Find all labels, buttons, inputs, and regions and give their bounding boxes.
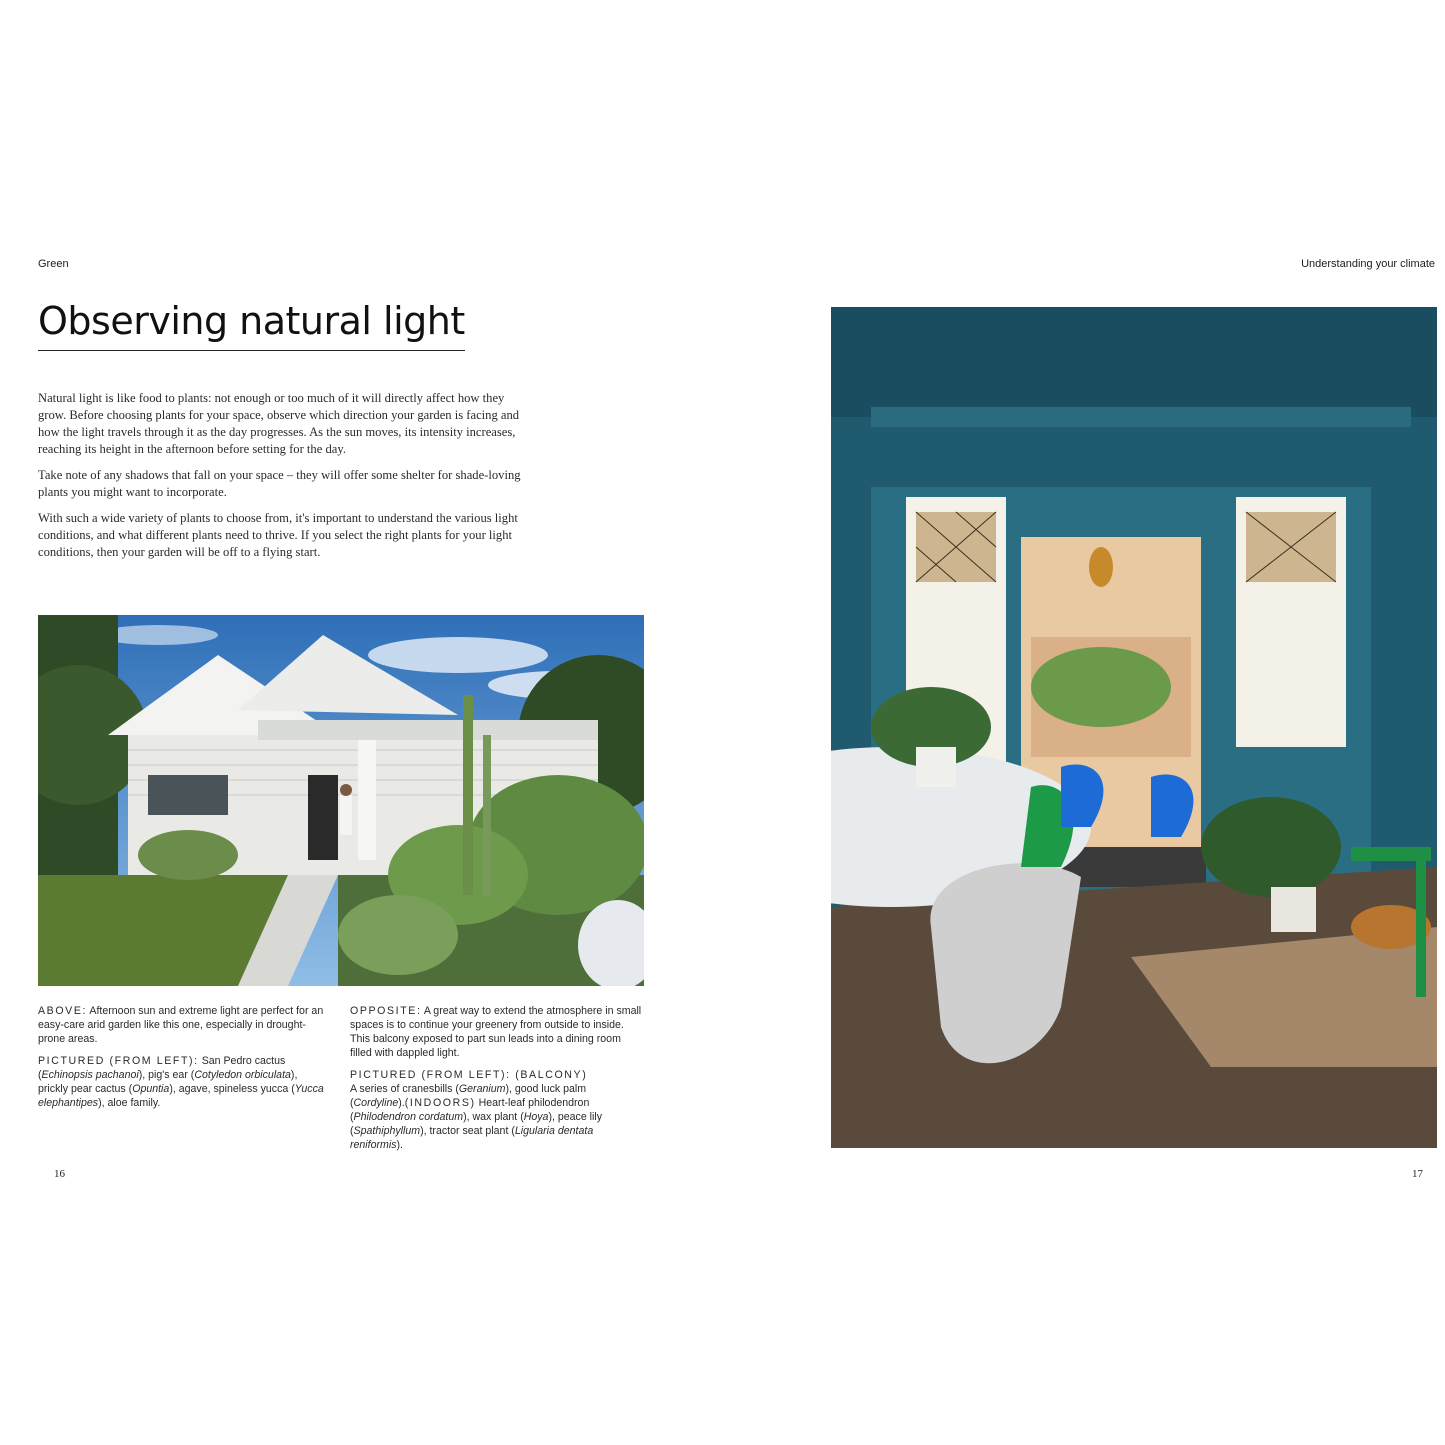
plant-name: Echinopsis pachanoi	[41, 1069, 139, 1081]
plant-name: Ligularia dentata reniformis	[350, 1125, 594, 1151]
plant-name: Opuntia	[132, 1083, 170, 1095]
caption-above	[38, 1004, 330, 1046]
caption-text: A great way to extend the atmosphere in small spaces is to continue your greenery from outside to inside. This balcony exposed to part sun leads into a dining room filled with dappled light.	[350, 1005, 642, 1059]
caption-label: ABOVE:	[38, 1005, 88, 1017]
caption-pictured	[350, 1068, 642, 1152]
running-head-left: Green	[38, 258, 69, 270]
caption-pictured	[38, 1054, 330, 1110]
house-garden-photo	[38, 615, 644, 986]
body-text	[38, 390, 523, 570]
caption-text: San Pedro cactus (	[38, 1055, 286, 1081]
caption-text: ).	[396, 1139, 403, 1151]
caption-text: ), tractor seat plant (	[420, 1125, 515, 1137]
caption-label: PICTURED (FROM LEFT): (BALCONY)	[350, 1069, 588, 1081]
page-number-left: 16	[54, 1168, 65, 1180]
caption-right	[350, 1004, 642, 1160]
caption-text: ).	[398, 1097, 405, 1109]
running-head-right: Understanding your climate	[1301, 258, 1435, 270]
dining-room-photo	[831, 307, 1437, 1148]
plant-name: Cordyline	[353, 1097, 399, 1109]
caption-text: Afternoon sun and extreme light are perfect for an easy-care arid garden like this one, especially in drought-prone areas.	[38, 1005, 324, 1045]
caption-label: PICTURED (FROM LEFT):	[38, 1055, 199, 1067]
plant-name: Geranium	[458, 1083, 506, 1095]
body-paragraph: With such a wide variety of plants to choose from, it's important to understand the various light conditions, and what different plants need to thrive. If you select the right plants for your light conditions, then your garden will be off to a flying start.	[38, 511, 518, 559]
plant-name: Spathiphyllum	[353, 1125, 421, 1137]
plant-name: Philodendron cordatum	[353, 1111, 464, 1123]
caption-label: (INDOORS)	[404, 1097, 476, 1109]
body-paragraph: Take note of any shadows that fall on your space – they will offer some shelter for shade-loving plants you might want to incorporate.	[38, 468, 521, 499]
caption-left	[38, 1004, 330, 1118]
page-number-right: 17	[1412, 1168, 1423, 1180]
caption-text: ), good luck palm (	[350, 1083, 587, 1109]
caption-text: ), pig's ear (	[138, 1069, 195, 1081]
plant-name: Hoya	[523, 1111, 549, 1123]
caption-text: ), agave, spineless yucca (	[169, 1083, 295, 1095]
caption-text: ), peace lily (	[350, 1111, 603, 1137]
body-paragraph: Natural light is like food to plants: not enough or too much of it will directly affect how they grow. Before choosing plants for your space, observe which direction your garden is facing and how the light travels through it as the day progresses. As the sun moves, its intensity increases, reaching its height in the afternoon before setting for the day.	[38, 391, 520, 456]
caption-label: OPPOSITE:	[350, 1005, 422, 1017]
caption-text: ), prickly pear cactus (	[38, 1069, 298, 1095]
caption-text: ), wax plant (	[463, 1111, 524, 1123]
page-title: Observing natural light	[38, 298, 465, 351]
caption-opposite	[350, 1004, 642, 1060]
plant-name: Yucca elephantipes	[38, 1083, 324, 1109]
caption-text: A series of cranesbills (	[350, 1083, 459, 1095]
caption-text: ), aloe family.	[98, 1097, 161, 1109]
plant-name: Cotyledon orbiculata	[194, 1069, 291, 1081]
caption-text: Heart-leaf philodendron (	[350, 1097, 590, 1123]
